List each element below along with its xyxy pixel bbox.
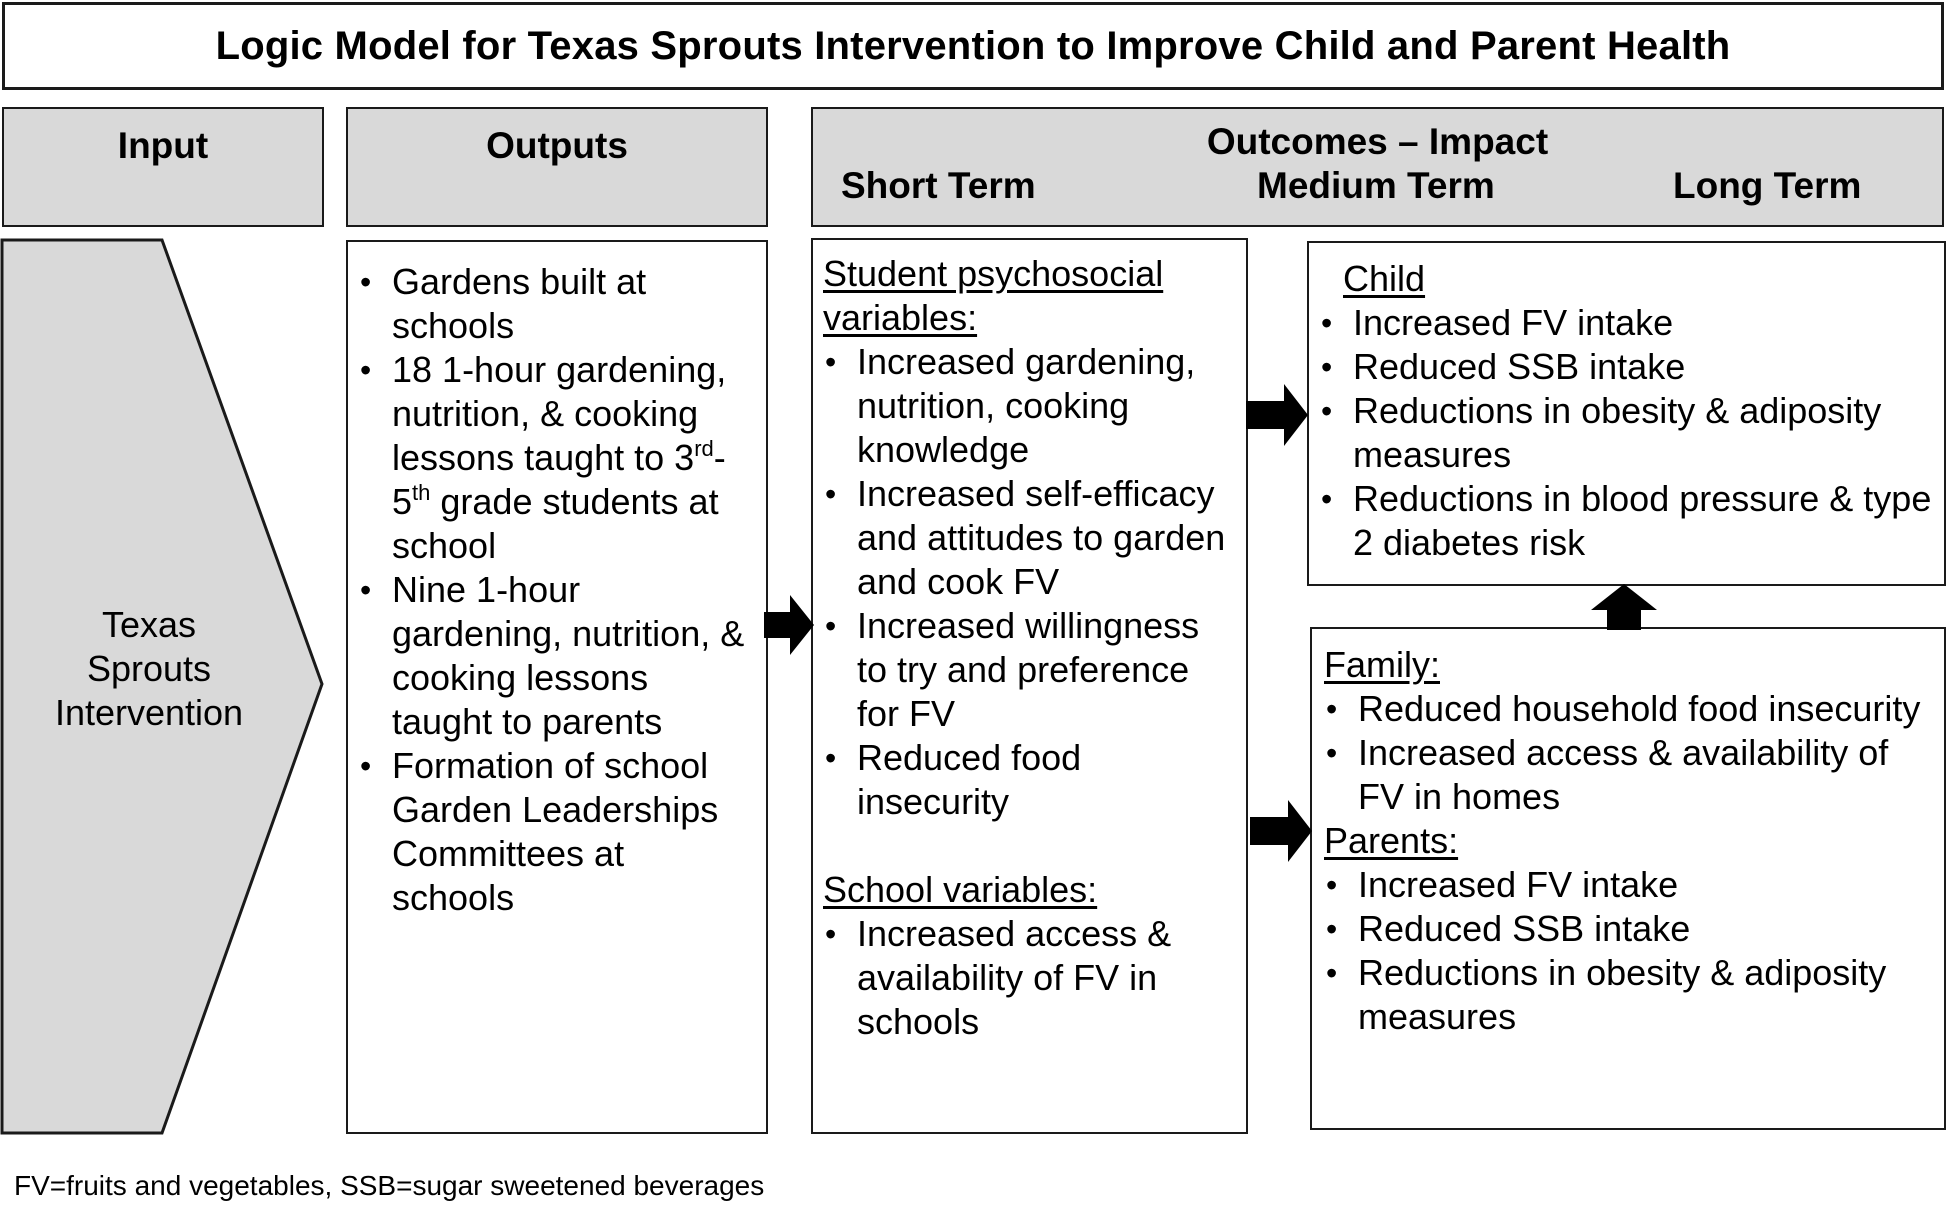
family-box xyxy=(1310,627,1946,1130)
parents-item: • Increased FV intake xyxy=(1324,863,1936,907)
header-short-term: Short Term xyxy=(841,165,1036,206)
school-item: • Increased access & availability of FV in schools xyxy=(823,912,1238,1044)
child-heading: Child xyxy=(1343,258,1426,299)
input-line-2: Sprouts xyxy=(86,648,212,689)
output-item: • Nine 1-hour gardening, nutrition, & cooking lessons taught to parents xyxy=(358,568,756,744)
footnote: FV=fruits and vegetables, SSB=sugar sweetened beverages xyxy=(14,1170,765,1201)
parents-heading: Parents: xyxy=(1324,820,1459,861)
header-long-term: Long Term xyxy=(1673,165,1862,206)
student-item: • Increased self-efficacy and attitudes to garden and cook FV xyxy=(823,472,1238,604)
output-item: • Formation of school Garden Leaderships Committees at schools xyxy=(358,744,756,920)
outputs-box xyxy=(346,240,768,1134)
child-item: • Reductions in blood pressure & type 2 diabetes risk xyxy=(1319,477,1936,565)
child-box xyxy=(1307,241,1946,586)
student-item: • Increased willingness to try and preference for FV xyxy=(823,604,1238,736)
family-item: • Reduced household food insecurity xyxy=(1324,687,1936,731)
student-item: • Reduced food insecurity xyxy=(823,736,1238,824)
header-input-label: Input xyxy=(117,125,209,166)
family-item: • Increased access & availability of FV in homes xyxy=(1324,731,1936,819)
diagram-title: Logic Model for Texas Sprouts Intervention to Improve Child and Parent Health xyxy=(215,23,1731,68)
short-term-box xyxy=(811,238,1248,1134)
header-outputs xyxy=(346,107,768,227)
parents-item: • Reductions in obesity & adiposity measures xyxy=(1324,951,1936,1039)
output-item: • Gardens built at schools xyxy=(358,260,756,348)
school-variables-heading: School variables: xyxy=(823,869,1098,910)
title-box xyxy=(2,2,1944,90)
arrow-short-term-to-child xyxy=(1246,384,1310,446)
input-line-1: Texas xyxy=(101,604,197,645)
header-outcomes-label: Outcomes – Impact xyxy=(1206,121,1549,162)
input-label xyxy=(2,603,296,735)
family-heading: Family: xyxy=(1324,644,1440,685)
arrow-family-to-child xyxy=(1591,584,1657,630)
header-input xyxy=(2,107,324,227)
arrow-outputs-to-short-term xyxy=(764,595,816,655)
student-variables-heading: Student psychosocial variables: xyxy=(823,253,1164,338)
student-item: • Increased gardening, nutrition, cooking knowledge xyxy=(823,340,1238,472)
arrow-short-term-to-family xyxy=(1250,800,1314,862)
child-item: • Reductions in obesity & adiposity measures xyxy=(1319,389,1936,477)
header-medium-term: Medium Term xyxy=(1257,165,1495,206)
parents-item: • Reduced SSB intake xyxy=(1324,907,1936,951)
header-outputs-label: Outputs xyxy=(486,125,628,166)
input-line-3: Intervention xyxy=(54,692,244,733)
child-item: • Reduced SSB intake xyxy=(1319,345,1936,389)
output-item: • 18 1-hour gardening, nutrition, & cooking lessons taught to 3rd-5th grade students at school xyxy=(358,348,756,568)
header-outcomes xyxy=(811,107,1944,227)
child-item: • Increased FV intake xyxy=(1319,301,1936,345)
